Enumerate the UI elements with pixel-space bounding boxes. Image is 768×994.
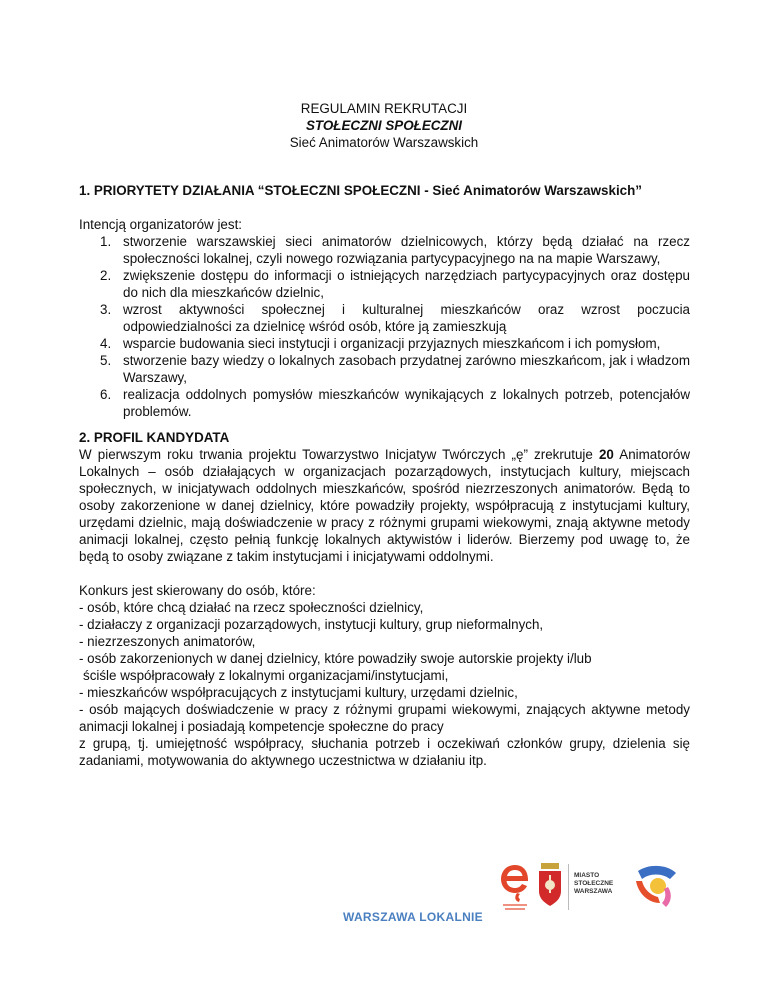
list-item: - osób zakorzenionych w danej dzielnicy, które powadziły swoje autorskie projekty i/lub — [79, 651, 592, 666]
e-foundation-logo-icon — [498, 859, 532, 911]
list-item: 4. wsparcie budowania sieci instytucji i organizacji przyjaznych mieszkańcom i ich pomysłom, — [100, 336, 661, 351]
list-item: ściśle współpracowały z lokalnymi organizacjami/instytucjami, — [83, 668, 449, 683]
header-subtitle: Sieć Animatorów Warszawskich — [289, 135, 479, 150]
list-item: z grupą, tj. umiejętność współpracy, słuchania potrzeb i oczekiwań członków grupy, dzielenia się zadaniami, motywowania do aktywnego uczestnictwa w działaniu itp. — [79, 736, 690, 768]
criteria-list — [79, 599, 690, 769]
header-title: REGULAMIN REKRUTACJI — [300, 101, 468, 116]
section2-heading: 2. PROFIL KANDYDATA — [79, 430, 230, 445]
city-of-warsaw-logo: MIASTO STOŁECZNE WARSZAWA — [574, 872, 614, 895]
footer-title: WARSZAWA LOKALNIE — [343, 910, 483, 924]
logo-divider — [568, 864, 569, 910]
section1-intro: Intencją organizatorów jest: — [79, 217, 243, 232]
document-header — [0, 100, 768, 151]
header-program-name: STOŁECZNI SPOŁECZNI — [306, 118, 462, 133]
warszawa-lokalnie-logo-icon — [628, 857, 684, 913]
section1-heading: 1. PRIORYTETY DZIAŁANIA “STOŁECZNI SPOŁECZNI - Sieć Animatorów Warszawskich” — [79, 183, 642, 198]
list-item: - niezrzeszonych animatorów, — [79, 634, 256, 649]
goals-list — [79, 233, 690, 420]
list-item: 6. realizacja oddolnych pomysłów mieszkańców wynikających z lokalnych potrzeb, potencjałów problemów. — [100, 387, 690, 419]
list-item: 5. stworzenie bazy wiedzy o lokalnych zasobach przydatnej zarówno mieszkańcom, jak i władzom Warszawy, — [100, 353, 690, 385]
list-item: - mieszkańców współpracujących z instytucjami kultury, urzędami dzielnic, — [79, 685, 518, 700]
footer-logos — [0, 848, 768, 938]
criteria-intro: Konkurs jest skierowany do osób, które: — [79, 583, 316, 598]
list-item: 1. stworzenie warszawskiej sieci animatorów dzielnicowych, którzy będą działać na rzecz społeczności lokalnej, czyli nowego rozwiązania partycypacyjnego na na mapie Warszawy, — [100, 234, 690, 266]
list-item: - działaczy z organizacji pozarządowych, instytucji kultury, grup nieformalnych, — [79, 617, 544, 632]
document-body — [79, 182, 690, 769]
recruit-count: 20 — [598, 447, 614, 462]
list-item: 2. zwiększenie dostępu do informacji o istniejących narzędziach partycypacyjnych oraz dostępu do nich dla mieszkańców dzielnic, — [100, 268, 690, 300]
list-item: - osób, które chcą działać na rzecz społeczności dzielnicy, — [79, 600, 424, 615]
warsaw-crest-icon — [535, 861, 565, 909]
list-item: 3. wzrost aktywności społecznej i kulturalnej mieszkańców oraz wzrost poczucia odpowiedzialności za dzielnicę wśród osób, które ją zamieszkują — [100, 302, 690, 334]
candidate-profile-paragraph: W pierwszym roku trwania projektu Towarzystwo Inicjatyw Twórczych „ę” zrekrutuje 20 Animatorów Lokalnych – osób działających w organizacjach pozarządowych, instytucjach kultury, miejscach społecznych, w inicjatywach oddolnych mieszkańców, spośród niezrzeszonych animatorów. Będą to osoby zakorzenione w danej dzielnicy, które powadziły projekty, współpracują z instytucjami kultury, urzędami dzielnic, mają doświadczenie w pracy z różnymi grupami wiekowymi, znają aktywne metody animacji lokalnej, często pełnią funkcję lokalnych aktywistów i liderów. Bierzemy pod uwagę to, że będą to osoby związane z takim instytucjami i inicjatywami oddolnymi. — [79, 447, 690, 564]
list-item: - osób mających doświadczenie w pracy z różnymi grupami wiekowymi, znających aktywne metody animacji lokalnej i posiadają kompetencje społeczne do pracy — [79, 702, 690, 734]
